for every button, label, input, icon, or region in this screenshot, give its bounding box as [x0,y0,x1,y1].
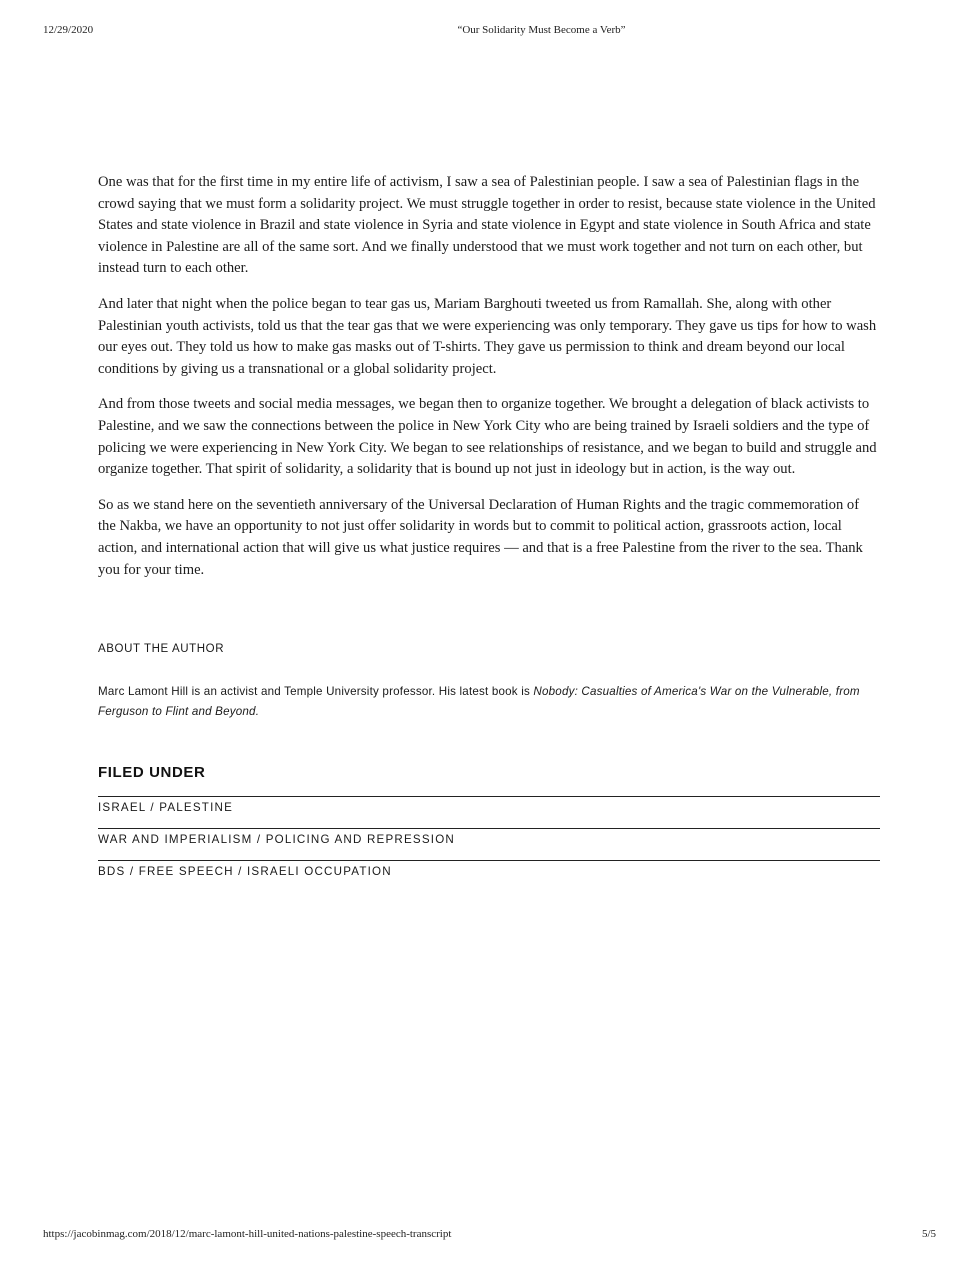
article-paragraph: And from those tweets and social media messages, we began then to organize together. We brought a delegation of black activists to Palestine, and we saw the connections between the police in New York City who are being trained by Israeli soldiers and the type of policing we were experiencing in New York City. We began to see relationships of resistance, and we began to build and struggle and organize together. That spirit of solidarity, a solidarity that is bound up not just in ideology but in action, is the way out. [98,396,877,478]
tag-row [98,796,880,828]
tag-link[interactable]: WAR AND IMPERIALISM / POLICING AND REPRESSION [98,833,455,846]
print-url: https://jacobinmag.com/2018/12/marc-lamont-hill-united-nations-palestine-speech-transcript [43,1228,452,1240]
print-header [0,24,979,40]
tag-link[interactable]: BDS / FREE SPEECH / ISRAELI OCCUPATION [98,865,392,878]
article-paragraph: And later that night when the police began to tear gas us, Mariam Barghouti tweeted us from Ramallah. She, along with other Palestinian youth activists, told us that the tear gas that we were experiencing was only temporary. They gave us tips for how to wash our eyes out. They told us how to make gas masks out of T-shirts. They gave us permission to think and dream beyond our local conditions by giving us a transnational or a global solidarity project. [98,295,877,377]
print-footer [0,1228,979,1244]
page-indicator: 5/5 [921,1228,936,1240]
tag-row [98,860,880,892]
about-heading: ABOUT THE AUTHOR [98,643,225,655]
filed-under-heading: FILED UNDER [98,764,206,781]
about-the-author [98,643,880,722]
tag-row [98,828,880,860]
article-paragraph: One was that for the first time in my entire life of activism, I saw a sea of Palestinian people. I saw a sea of Palestinian flags in the crowd saying that we must form a solidarity project. We must struggle together in order to resist, because state violence in the United States and state violence in Brazil and state violence in Syria and state violence in Egypt and state violence in South Africa and state violence in Palestine are all of the same sort. And we finally understood that we must work together and not turn on each other, but instead turn to each other. [98,174,876,277]
author-bio-end: . [255,705,260,718]
author-bio-text: Marc Lamont Hill is an activist and Temple University professor. His latest book is [98,685,534,698]
print-page-title: “Our Solidarity Must Become a Verb” [457,24,626,36]
tag-link[interactable]: ISRAEL / PALESTINE [98,801,234,814]
filed-under-section [98,762,880,892]
article-paragraph: So as we stand here on the seventieth anniversary of the Universal Declaration of Human Rights and the tragic commemoration of the Nakba, we have an opportunity to not just offer solidarity in words but to commit to political action, grassroots action, local action, and international action that will give us what justice requires — and that is a free Palestine from the river to the sea. Thank you for your time. [98,496,863,578]
author-bio [98,682,880,722]
author-book-title: Nobody: Casualties of America's War on the Vulnerable, from Ferguson to Flint and Beyond [98,685,860,718]
article-body [98,172,880,595]
print-date: 12/29/2020 [43,24,94,36]
